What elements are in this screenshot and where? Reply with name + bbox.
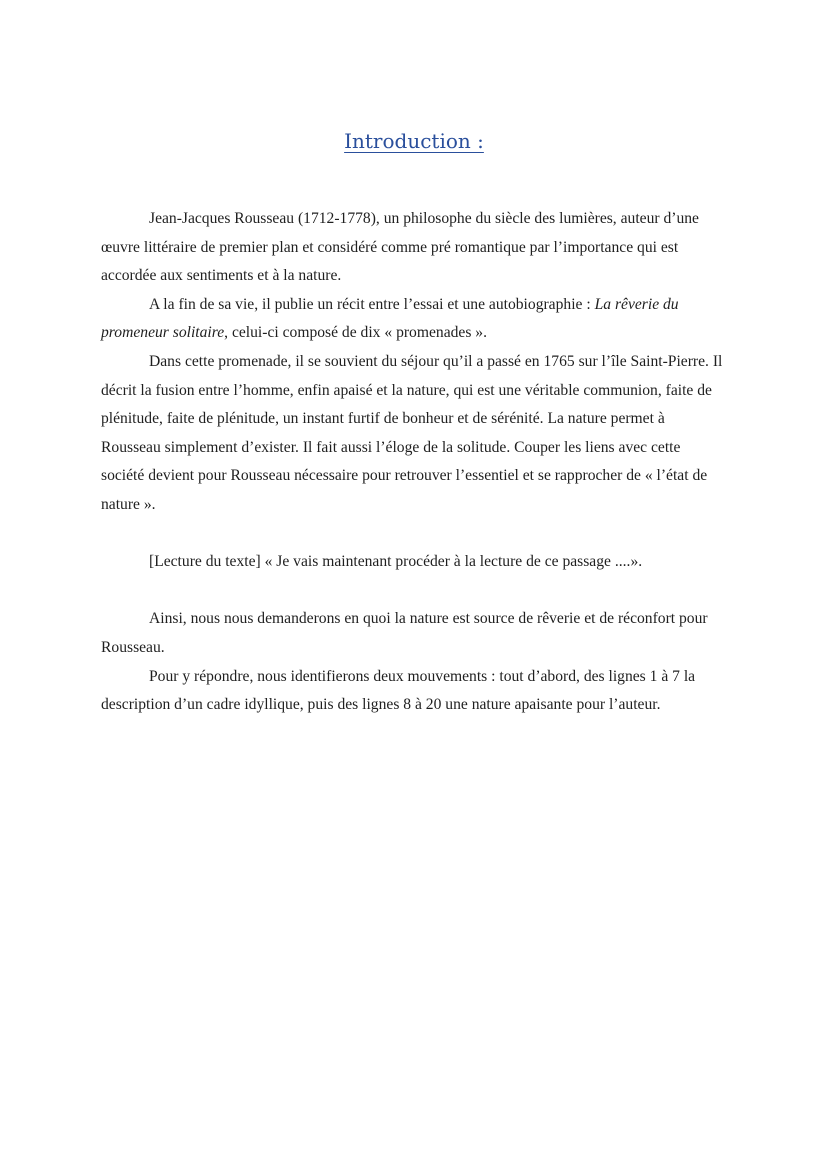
paragraph-reverie-start: A la fin de sa vie, il publie un récit entre l’essai et une autobiographie : [149,295,595,313]
paragraph-promenade: Dans cette promenade, il se souvient du séjour qu’il a passé en 1765 sur l’île Saint-Pierre. Il décrit la fusion entre l’homme, enfin apaisé et la nature, qui est une véritable communion, faite de plénitude, faite de plénitude, un instant furtif de bonheur et de sérénité. La nature permet à Rousseau simplement d’exister. Il fait aussi l’éloge de la solitude. Couper les liens avec cette société devient pour Rousseau nécessaire pour retrouver l’essentiel et se rapprocher de « l’état de nature ». [101,352,723,513]
paragraph-lecture: [Lecture du texte] « Je vais maintenant procéder à la lecture de ce passage ....». [149,553,643,571]
paragraph-problematique: Ainsi, nous nous demanderons en quoi la nature est source de rêverie et de réconfort pour Rousseau. [101,610,708,656]
paragraph-reverie [101,291,723,348]
page-title: Introduction : [344,129,484,153]
paragraph-mouvements: Pour y répondre, nous identifierons deux mouvements : tout d’abord, des lignes 1 à 7 la description d’un cadre idyllique, puis des lignes 8 à 20 une nature apaisante pour l’auteur. [101,667,696,714]
paragraph-reverie-end: , celui-ci composé de dix « promenades ». [224,324,488,342]
blank-line [101,520,723,549]
blank-line [101,577,723,606]
paragraph-intro-rousseau: Jean-Jacques Rousseau (1712-1778), un philosophe du siècle des lumières, auteur d’une œuvre littéraire de premier plan et considéré comme pré romantique par l’importance qui est accordée aux sentiments et à la nature. [101,210,699,285]
book-title: La rêverie du promeneur solitaire [101,295,679,342]
document-body [101,205,723,720]
